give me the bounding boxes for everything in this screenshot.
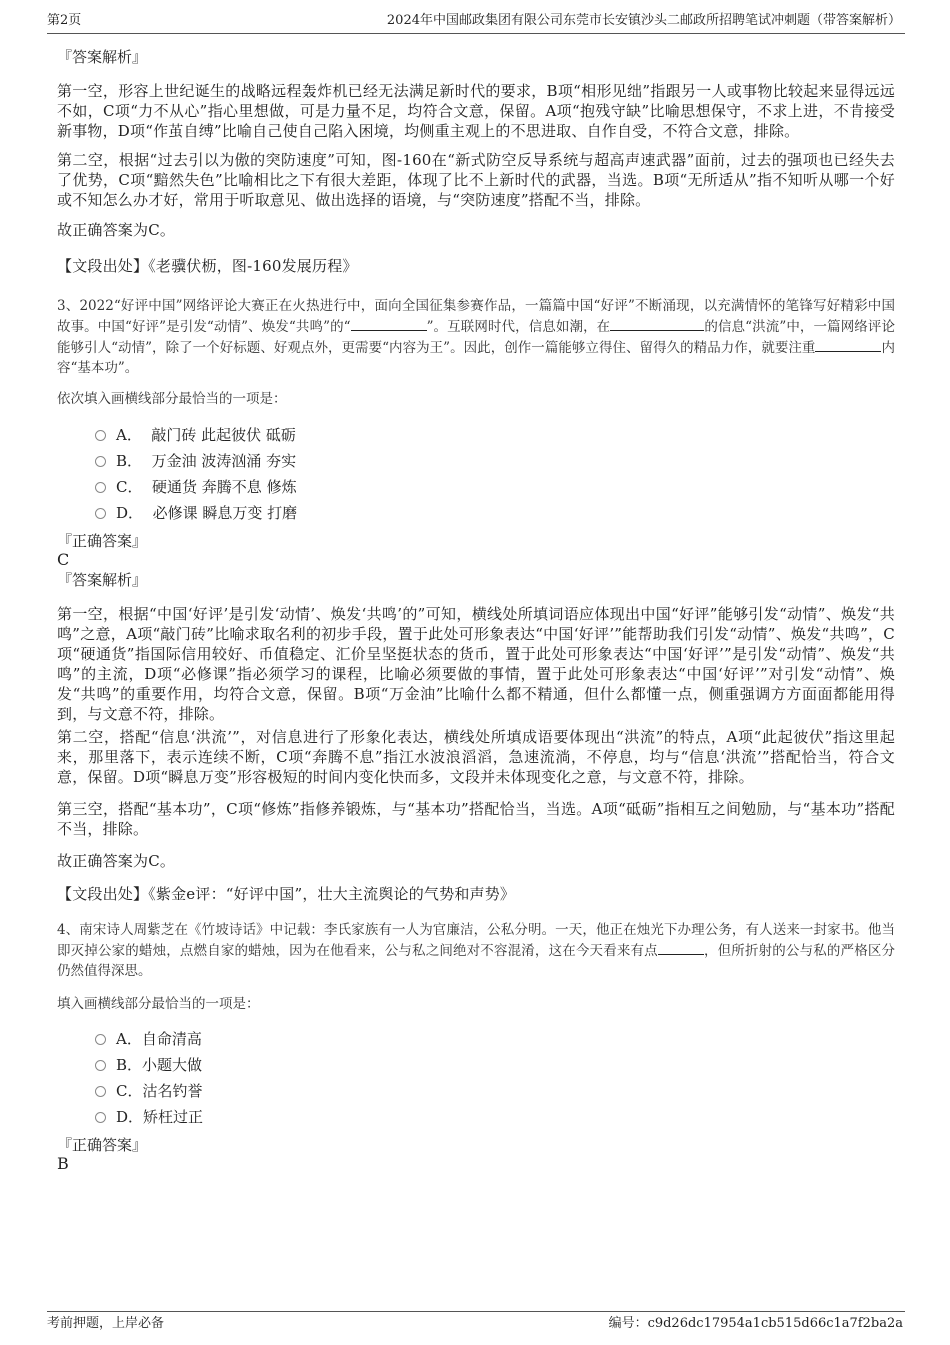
q2-source: 【文段出处】《老骥伏枥，图-160发展历程》 bbox=[57, 257, 358, 275]
document-title: 2024年中国邮政集团有限公司东莞市长安镇沙头二邮政所招聘笔试冲刺题（带答案解析） bbox=[386, 13, 901, 28]
q3-blank-1 bbox=[351, 316, 427, 331]
q2-conclusion: 故正确答案为C。 bbox=[57, 221, 176, 239]
q3-blank-2 bbox=[610, 316, 704, 331]
q2-analysis-p2: 第二空，根据“过去引以为傲的突防速度”可知，图-160在“新式防空反导系统与超高声速武器”面前，过去的强项也已经失去了优势，C项“黯然失色”比喻相比之下有很大差距，体现了比不上新时代的武器，当选。B项“无所适从”指不知听从哪一个好或不知怎么办才好，常用于听取意见、做出选择的语境，与“突防速度”搭配不当，排除。 bbox=[57, 151, 895, 209]
radio-icon[interactable] bbox=[95, 456, 106, 467]
q3-option-b[interactable]: B． 万金油 波涛汹涌 夯实 bbox=[95, 451, 296, 471]
radio-icon[interactable] bbox=[95, 482, 106, 493]
q3-source: 【文段出处】《紫金e评：“好评中国”，壮大主流舆论的气势和声势》 bbox=[57, 885, 516, 903]
page-header bbox=[47, 11, 905, 34]
q3-analysis-p3: 第三空，搭配“基本功”，C项“修炼”指修养锻炼，与“基本功”搭配恰当，当选。A项“砥砺”指相互之间勉励，与“基本功”搭配不当，排除。 bbox=[57, 800, 895, 838]
page-number: 第2页 bbox=[47, 13, 82, 28]
q4-option-d[interactable]: D．矫枉过正 bbox=[95, 1107, 203, 1127]
page-footer bbox=[47, 1311, 905, 1335]
q3-analysis-p2: 第二空，搭配“信息‘洪流’”，对信息进行了形象化表达，横线处所填成语要体现出“洪流”的特点，A项“此起彼伏”指这里起来，那里落下，表示连续不断，C项“奔腾不息”指江水波浪滔滔，急速流淌，不停息，均与“信息‘洪流’”搭配恰当，符合文意，保留。D项“瞬息万变”形容极短的时间内变化快而多，文段并未体现变化之意，与文意不符，排除。 bbox=[57, 728, 895, 786]
q4-stem bbox=[57, 920, 895, 981]
q3-conclusion: 故正确答案为C。 bbox=[57, 852, 176, 870]
q3-blank-3 bbox=[815, 337, 881, 352]
q3-answer-label: 『正确答案』 bbox=[57, 532, 148, 550]
q4-stem-part-a: 4、南宋诗人周紫芝在《竹坡诗话》中记载：李氏家族有一人为官廉洁，公私分明。一天，他正在烛光下办理公务，有人送来一封家书。他当即灭掉公家的蜡烛，点燃自家的蜡烛，因为在他看来，公与私之间绝对不容混淆，这在今天看来有点 bbox=[57, 922, 895, 959]
q3-stem-part-d: 内容“基本功”。 bbox=[57, 340, 896, 376]
q3-option-d[interactable]: D． 必修课 瞬息万变 打磨 bbox=[95, 503, 297, 523]
q2-analysis-p1: 第一空，形容上世纪诞生的战略远程轰炸机已经无法满足新时代的要求，B项“相形见绌”指跟另一人或事物比较起来显得远远不如，C项“力不从心”指心里想做，可是力量不足，均符合文意，保留。A项“抱残守缺”比喻思想保守，不求上进，不肯接受新事物，D项“作茧自缚”比喻自己使自己陷入困境，均侧重主观上的不思进取、自作自受，不符合文意，排除。 bbox=[57, 82, 895, 140]
radio-icon[interactable] bbox=[95, 1112, 106, 1123]
q4-answer: B bbox=[57, 1154, 69, 1173]
q4-prompt: 填入画横线部分最恰当的一项是： bbox=[57, 996, 260, 1012]
radio-icon[interactable] bbox=[95, 508, 106, 519]
radio-icon[interactable] bbox=[95, 1060, 106, 1071]
radio-icon[interactable] bbox=[95, 1086, 106, 1097]
q3-stem-part-b: ”。互联网时代，信息如潮，在 bbox=[426, 319, 611, 335]
q3-prompt: 依次填入画横线部分最恰当的一项是： bbox=[57, 391, 287, 407]
q4-answer-label: 『正确答案』 bbox=[57, 1136, 148, 1154]
radio-icon[interactable] bbox=[95, 430, 106, 441]
q4-option-a[interactable]: A．自命清高 bbox=[95, 1029, 202, 1049]
q3-stem bbox=[57, 296, 895, 378]
q4-option-b[interactable]: B．小题大做 bbox=[95, 1055, 202, 1075]
q4-blank bbox=[658, 940, 704, 955]
q3-stem-part-a: 3、2022“好评中国”网络评论大赛正在火热进行中，面向全国征集参赛作品，一篇篇中国“好评”不断涌现，以充满情怀的笔锋写好精彩中国故事。中国“好评”是引发“动情”、焕发“共鸣”的“ bbox=[57, 298, 895, 335]
footer-slogan: 考前押题，上岸必备 bbox=[47, 1316, 165, 1331]
document-code: 编号：c9d26dc17954a1cb515d66c1a7f2ba2a bbox=[608, 1316, 903, 1331]
q3-analysis-label: 『答案解析』 bbox=[57, 571, 148, 589]
radio-icon[interactable] bbox=[95, 1034, 106, 1045]
q3-analysis-p1: 第一空，根据“中国‘好评’是引发‘动情’、焕发‘共鸣’的”可知，横线处所填词语应体现出中国“好评”能够引发“动情”、焕发“共鸣”之意，A项“敲门砖”比喻求取名利的初步手段，置于此处可形象表达“中国‘好评’”能帮助我们引发“动情”、焕发“共鸣”，C项“硬通货”指国际信用较好、币值稳定、汇价呈坚挺状态的货币，置于此处可形象表达“中国‘好评’”是引发“动情”、焕发“共鸣”的主流，D项“必修课”指必须学习的课程，比喻必须要做的事情，置于此处可形象表达“中国‘好评’”对引发“动情”、焕发“共鸣”的重要作用，均符合文意，保留。B项“万金油”比喻什么都不精通，但什么都懂一点，侧重强调方方面面都能用得到，与文意不符，排除。 bbox=[57, 605, 895, 723]
q3-option-a[interactable]: A． 敲门砖 此起彼伏 砥砺 bbox=[95, 425, 296, 445]
q3-option-c[interactable]: C． 硬通货 奔腾不息 修炼 bbox=[95, 477, 297, 497]
q4-option-c[interactable]: C．沽名钓誉 bbox=[95, 1081, 203, 1101]
q4-stem-part-b: ，但所折射的公与私的严格区分仍然值得深思。 bbox=[57, 943, 896, 979]
q3-answer: C bbox=[57, 550, 70, 569]
q2-analysis-label: 『答案解析』 bbox=[57, 48, 148, 66]
q3-stem-part-c: 的信息“洪流”中，一篇网络评论能够引人“动情”，除了一个好标题、好观点外，更需要“内容为王”。因此，创作一篇能够立得住、留得久的精品力作，就要注重 bbox=[57, 319, 895, 356]
